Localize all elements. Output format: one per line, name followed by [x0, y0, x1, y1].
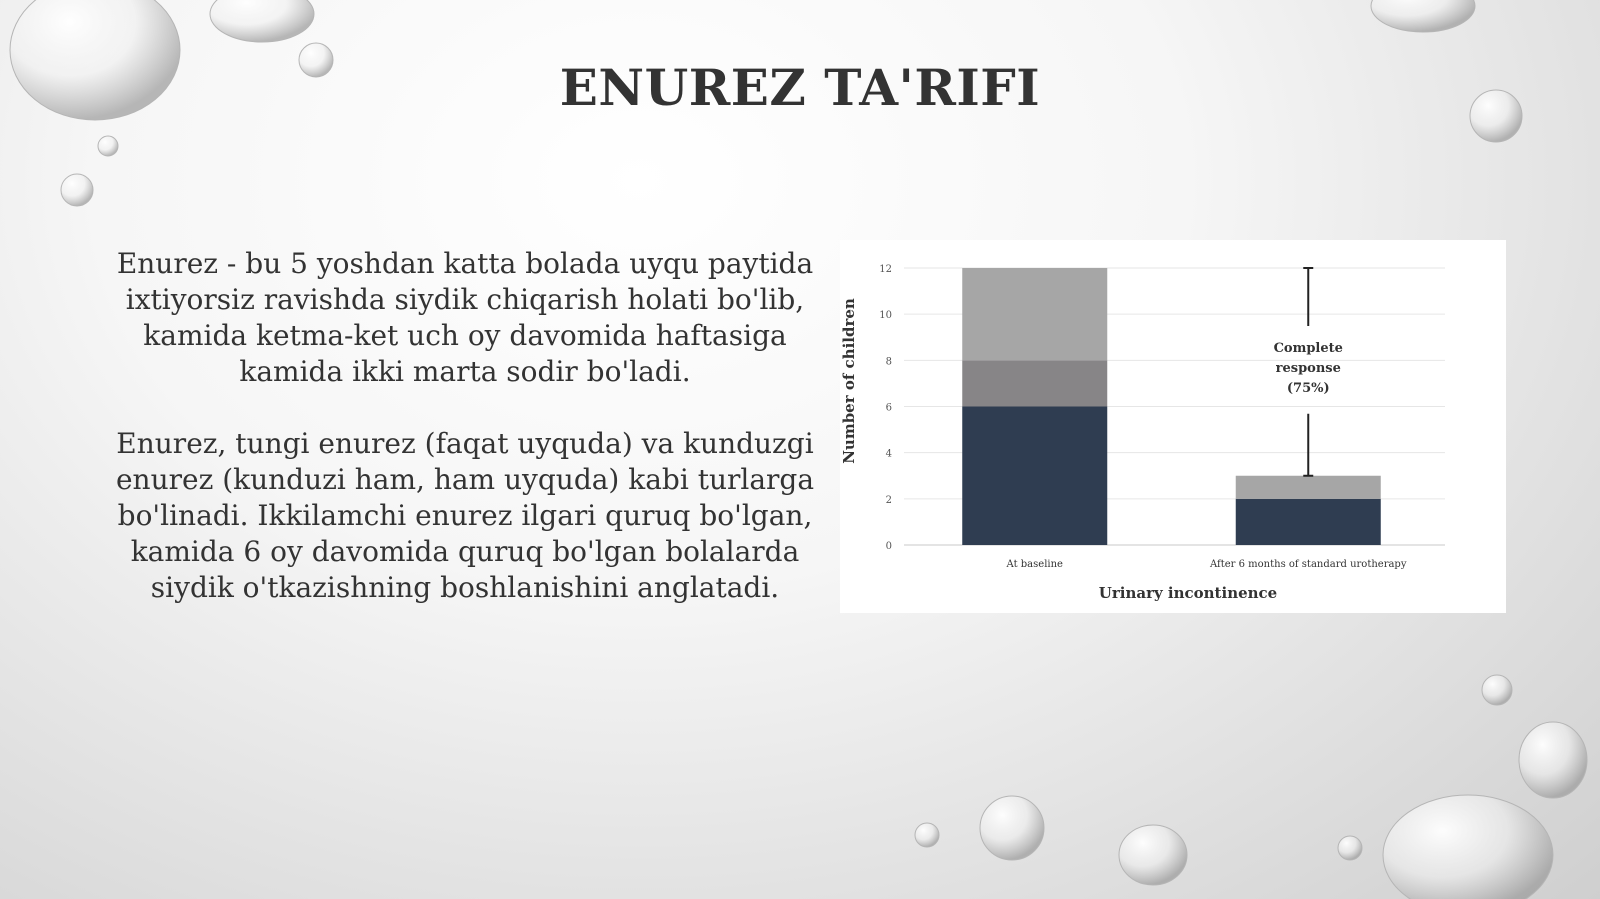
- slide-title: ENUREZ TA'RIFI: [559, 58, 1041, 117]
- y-tick-label: 8: [885, 356, 892, 368]
- y-tick-label: 4: [885, 448, 892, 460]
- droplet: [1371, 0, 1475, 32]
- droplet: [210, 0, 314, 42]
- stacked-bar-chart: [840, 240, 1506, 613]
- droplet: [1119, 825, 1187, 885]
- y-tick-label: 10: [879, 310, 892, 322]
- x-axis-title: Urinary incontinence: [1098, 584, 1278, 602]
- annotation-text: Complete: [1273, 341, 1343, 356]
- definition-paragraph: Enurez - bu 5 yoshdan katta bolada uyqu paytida ixtiyorsiz ravishda siydik chiqarish holati bo'lib, kamida ketma-ket uch oy davomida haftasiga kamida ikki marta sodir bo'ladi.: [116, 247, 814, 388]
- droplet: [1338, 836, 1362, 860]
- droplet: [61, 174, 93, 206]
- bar-segment-1: [1236, 499, 1381, 545]
- bar-segment-3: [1236, 476, 1381, 499]
- x-category-label: At baseline: [1006, 559, 1063, 570]
- droplet: [915, 823, 939, 847]
- y-tick-label: 0: [885, 541, 892, 552]
- bar-segment-2: [962, 360, 1107, 406]
- annotation-text: (75%): [1286, 381, 1330, 396]
- annotation-text: response: [1275, 361, 1341, 376]
- y-tick-label: 6: [885, 402, 892, 414]
- droplet: [1383, 795, 1553, 899]
- y-tick-label: 12: [879, 264, 892, 275]
- droplet: [98, 136, 118, 156]
- annotation: [1274, 268, 1343, 476]
- droplet: [980, 796, 1044, 860]
- droplet: [1519, 722, 1587, 798]
- types-paragraph: Enurez, tungi enurez (faqat uyquda) va kunduzgi enurez (kunduzi ham, ham uyquda) kabi turlarga bo'linadi. Ikkilamchi enurez ilgari quruq bo'lgan, kamida 6 oy davomida quruq bo'lgan bolalarda siydik o'tkazishning boshlanishini anglatadi.: [115, 427, 815, 604]
- chart-panel: [840, 240, 1506, 613]
- bar-segment-3: [962, 268, 1107, 360]
- droplet: [1482, 675, 1512, 705]
- y-axis-title: Number of children: [840, 298, 858, 464]
- x-category-label: After 6 months of standard urotherapy: [1210, 559, 1407, 570]
- x-categories: [1006, 559, 1407, 570]
- bar-segment-1: [962, 407, 1107, 546]
- y-tick-label: 2: [885, 494, 892, 506]
- y-ticks: [879, 264, 892, 552]
